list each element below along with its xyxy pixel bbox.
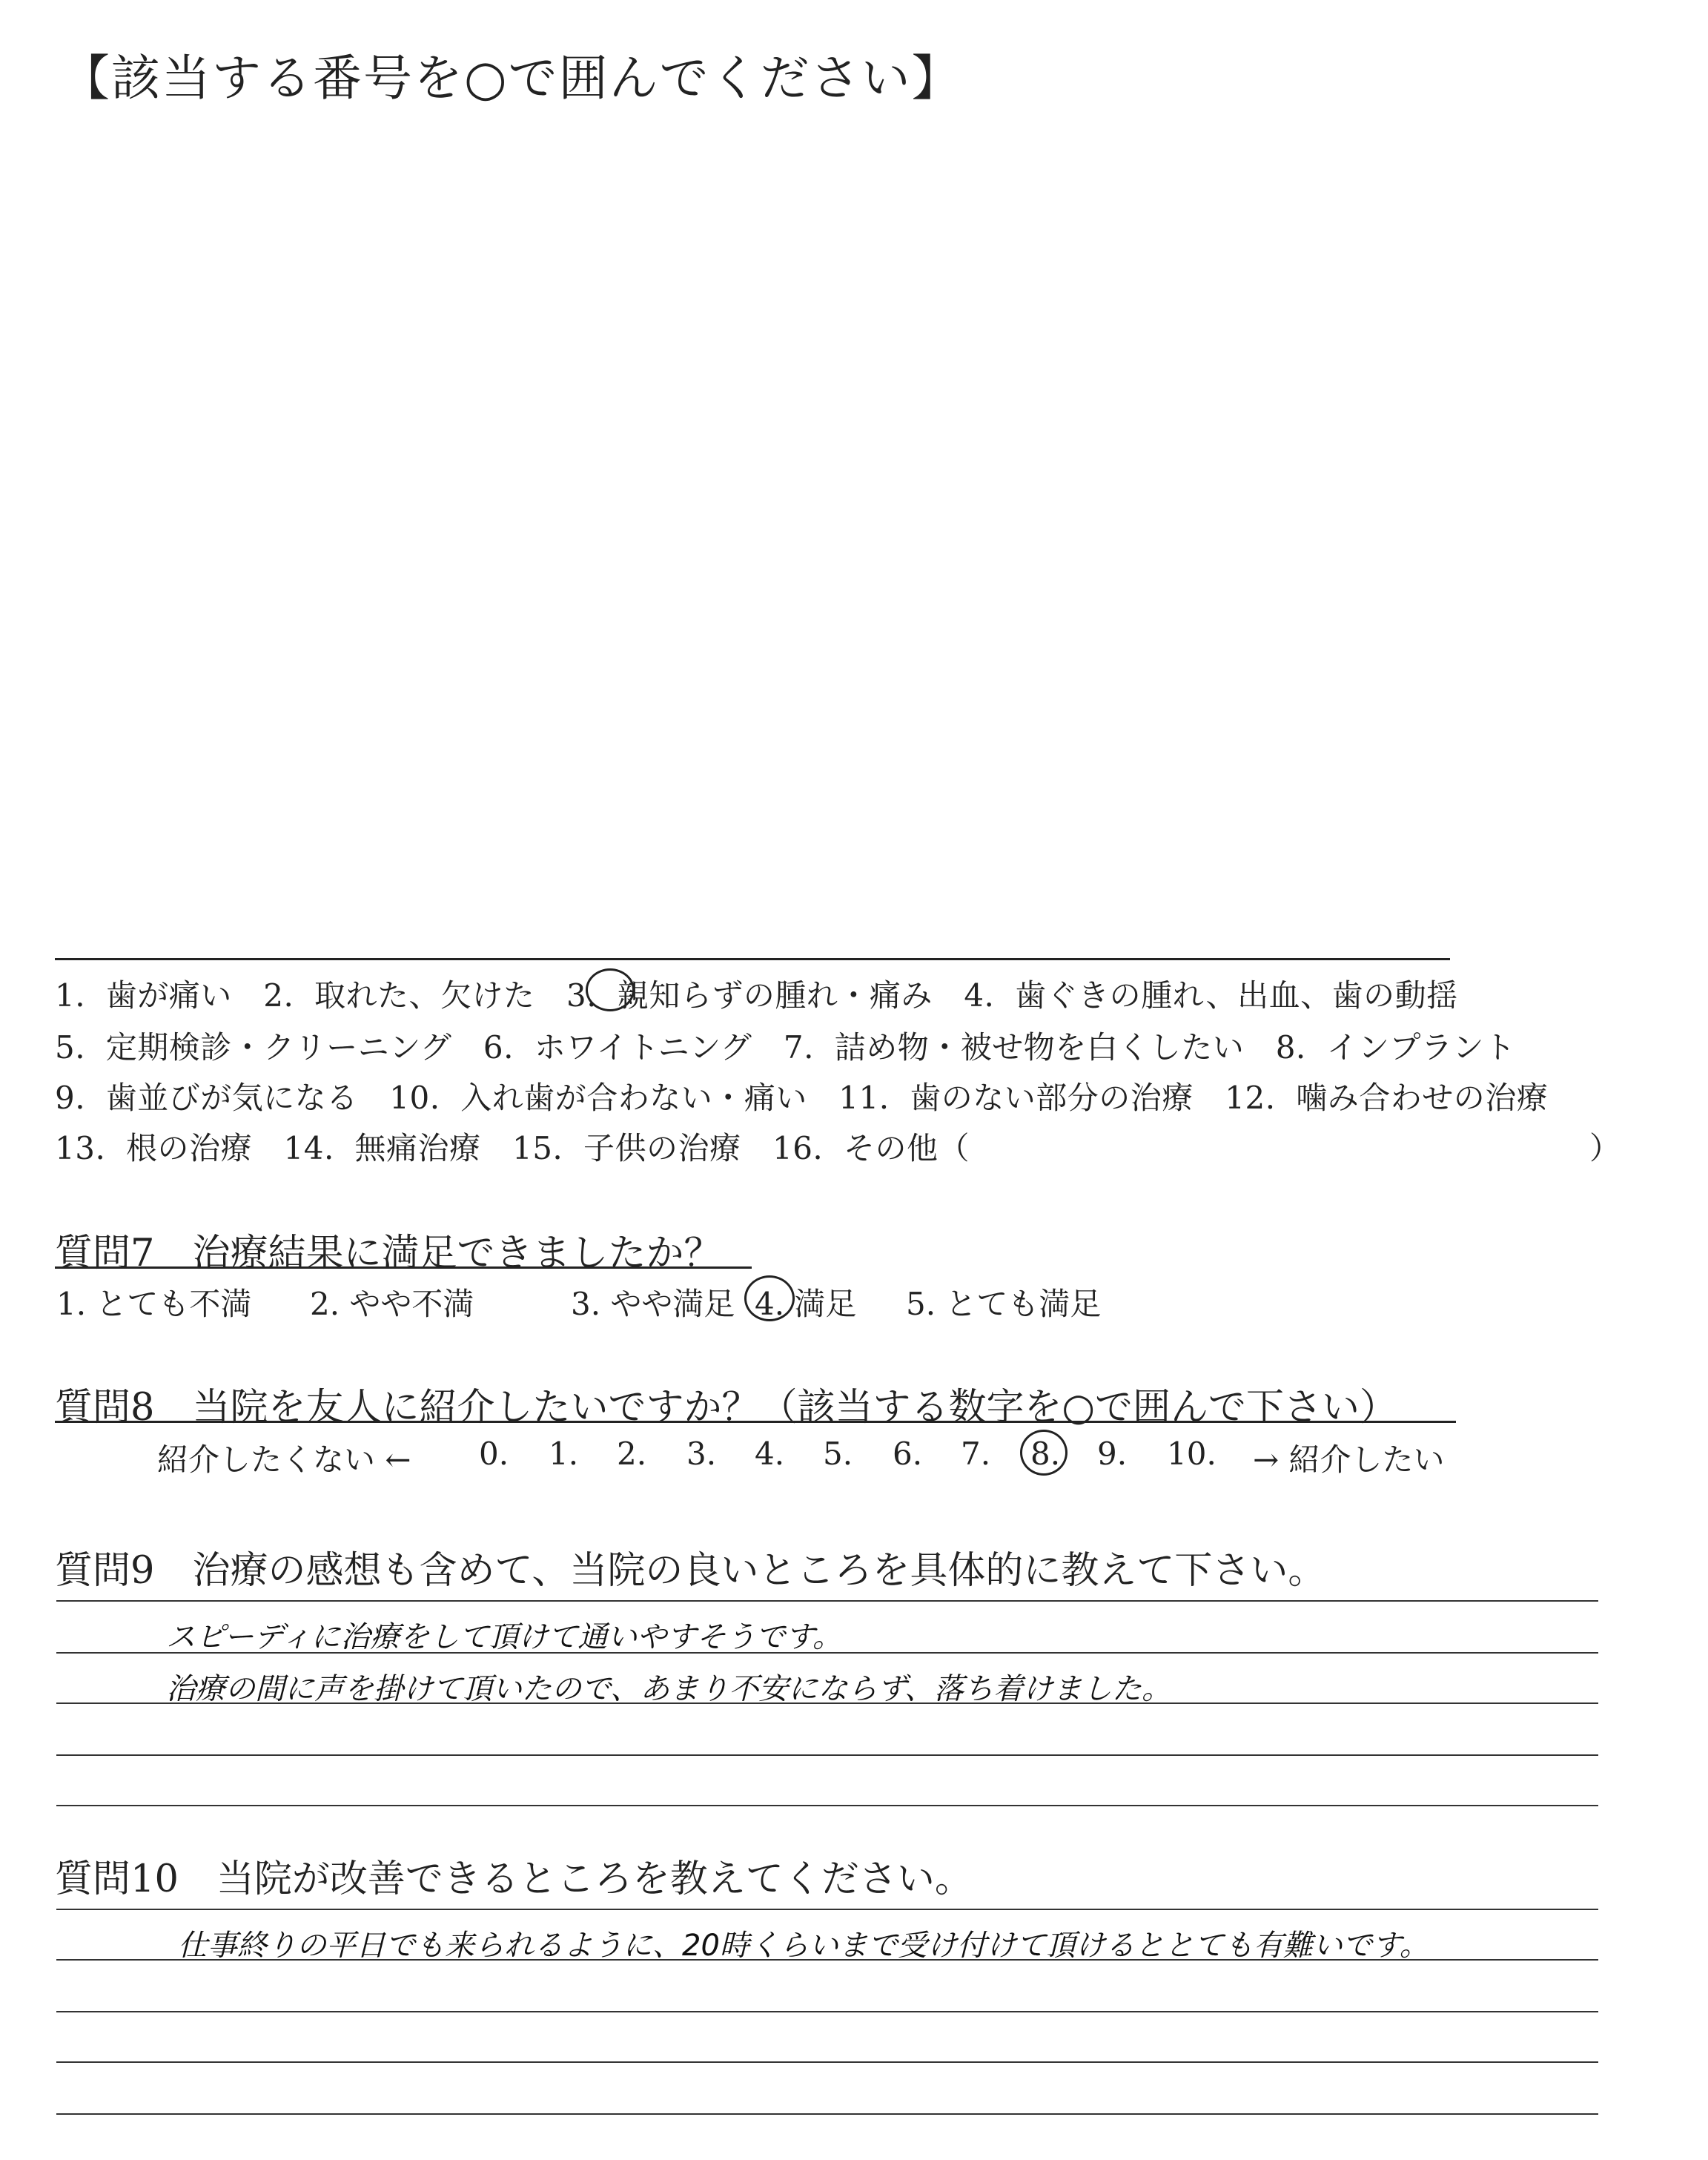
question-8-option-2[interactable]: 2. (617, 1436, 647, 1472)
question-9-answer-line (56, 1754, 1598, 1756)
question-8-option-3[interactable]: 3. (686, 1436, 717, 1472)
question-6-underline (55, 958, 1450, 960)
question-10-answer-line (56, 2113, 1598, 2115)
question-9-label: 質問9 治療の感想も含めて、当院の良いところを具体的に教えて下さい。 (55, 1549, 1326, 1593)
question-7-option-2[interactable]: 2. やや不満 (310, 1286, 474, 1322)
question-6-options-row-2[interactable]: 5. 定期検診・クリーニング 6. ホワイトニング 7. 詰め物・被せ物を白くしたい 8. インプラント (55, 1029, 1516, 1066)
question-10-answer-line (56, 1909, 1598, 1910)
question-8-left-label: 紹介したくない ← (157, 1441, 411, 1478)
question-8-option-0[interactable]: 0. (479, 1436, 509, 1472)
question-8-option-1[interactable]: 1. (549, 1436, 579, 1472)
question-10-handwriting-1: 仕事終りの平日でも来られるように、20時くらいまで受け付けて頂けるととても有難いです。 (178, 1929, 1429, 1963)
page-title: 【該当する番号を○で囲んでください】 (61, 50, 962, 107)
question-8-option-5[interactable]: 5. (823, 1436, 853, 1472)
question-8-option-9[interactable]: 9. (1097, 1436, 1128, 1472)
question-7-option-4[interactable]: 4. 満足 (755, 1286, 857, 1322)
question-8-option-8[interactable]: 8. (1030, 1436, 1061, 1472)
question-8-answer-circle (1020, 1430, 1068, 1476)
question-8-label: 質問8 当院を友人に紹介したいですか？（該当する数字を○で囲んで下さい） (55, 1386, 1397, 1430)
question-8-option-10[interactable]: 10. (1167, 1436, 1217, 1472)
question-6-other-close: ） (1589, 1130, 1621, 1166)
question-6-answer-circle (586, 968, 635, 1011)
question-8-option-7[interactable]: 7. (961, 1436, 991, 1472)
question-9-handwriting-1: スピーディに治療をして頂けて通いやすそうです。 (166, 1620, 842, 1654)
question-7-option-1[interactable]: 1. とても不満 (56, 1286, 252, 1322)
question-7-underline (55, 1266, 752, 1269)
question-8-option-6[interactable]: 6. (893, 1436, 923, 1472)
question-9-answer-line (56, 1600, 1598, 1602)
question-7-option-3[interactable]: 3. やや満足 (571, 1286, 735, 1322)
question-9-answer-line (56, 1805, 1598, 1806)
question-8-underline (55, 1421, 1456, 1423)
question-7-label: 質問7 治療結果に満足できましたか？ (55, 1232, 722, 1275)
question-6-options-row-1[interactable]: 1. 歯が痛い 2. 取れた、欠けた 3. 親知らずの腫れ・痛み 4. 歯ぐきの腫れ、出血、歯の動揺 (55, 977, 1458, 1014)
question-7-answer-circle (744, 1275, 795, 1321)
question-6-options-row-4[interactable]: 13. 根の治療 14. 無痛治療 15. 子供の治療 16. その他（ (55, 1130, 970, 1166)
question-10-label: 質問10 当院が改善できるところを教えてください。 (55, 1857, 973, 1901)
question-6-options-row-3[interactable]: 9. 歯並びが気になる 10. 入れ歯が合わない・痛い 11. 歯のない部分の治療 12. 噛み合わせの治療 (55, 1080, 1549, 1116)
question-7-option-5[interactable]: 5. とても満足 (906, 1286, 1102, 1322)
question-10-answer-line (56, 2011, 1598, 2012)
question-8-option-4[interactable]: 4. (755, 1436, 785, 1472)
question-9-handwriting-2: 治療の間に声を掛けて頂いたので、あまり不安にならず、落ち着けました。 (166, 1672, 1171, 1706)
question-8-right-label: → 紹介したい (1253, 1441, 1445, 1478)
question-10-answer-line (56, 2061, 1598, 2063)
